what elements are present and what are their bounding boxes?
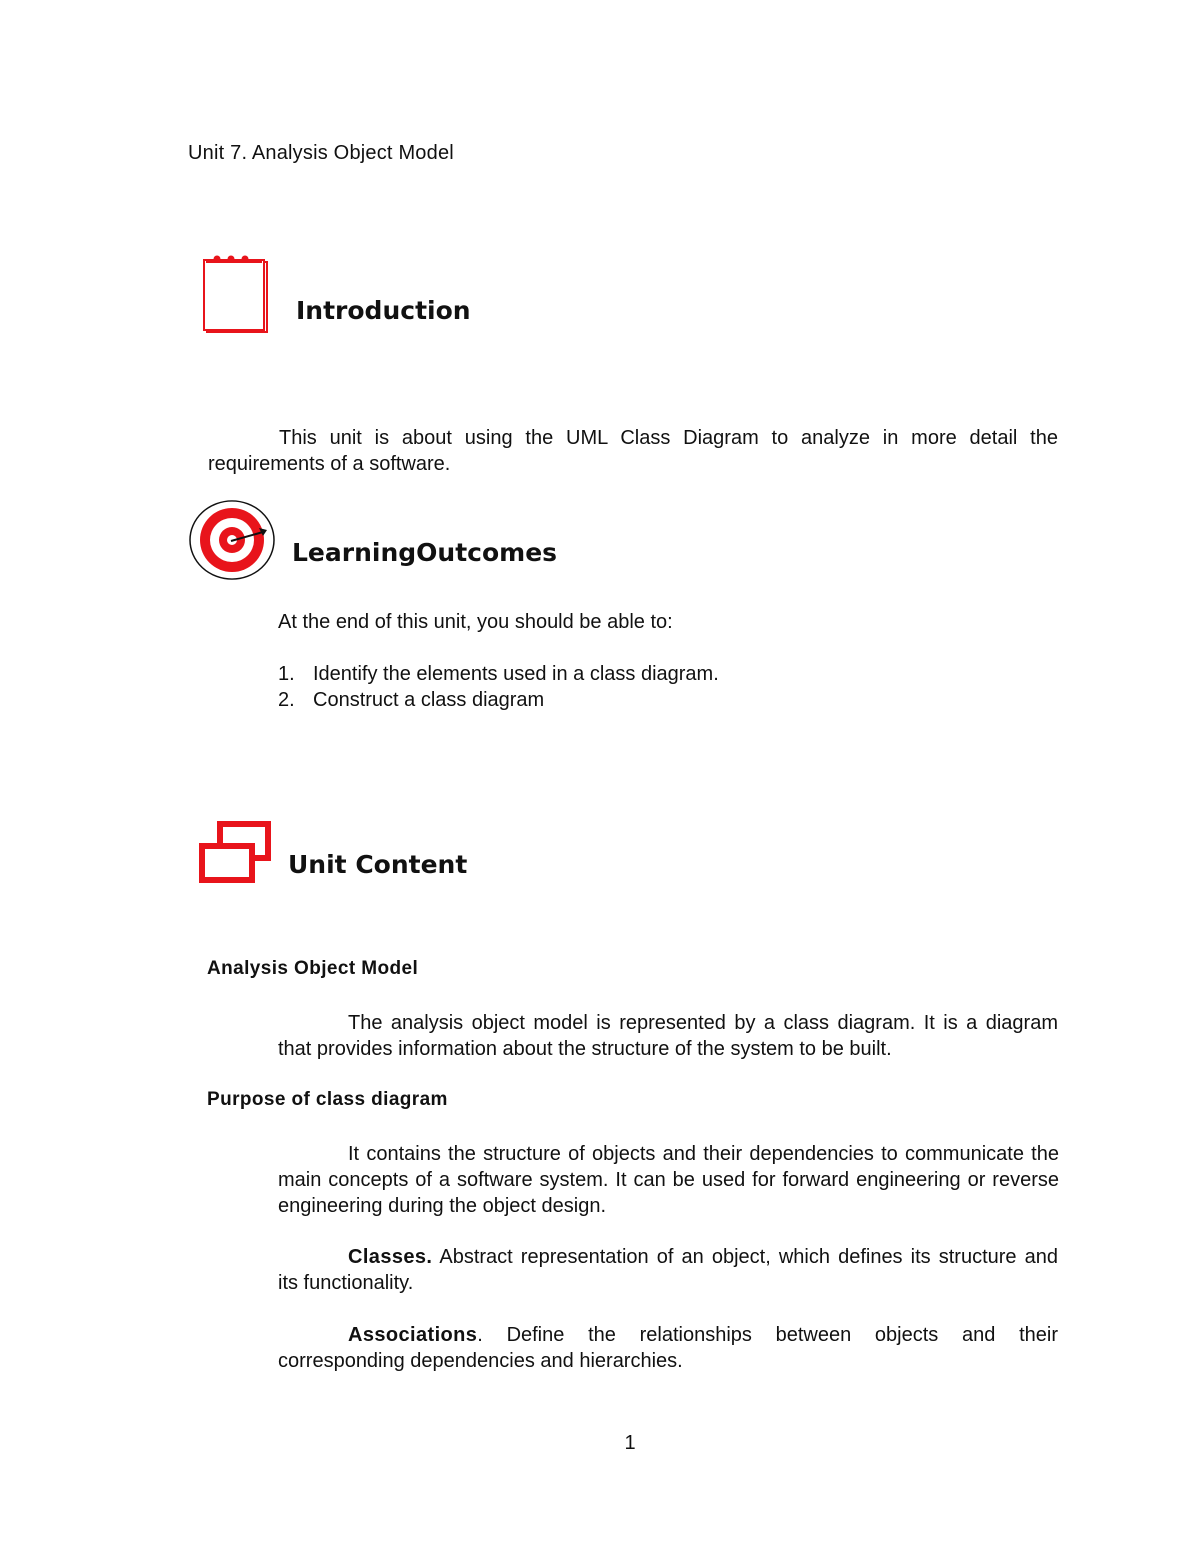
- associations-term: Associations: [348, 1324, 478, 1346]
- unit-content-heading: Unit Content: [288, 850, 468, 879]
- purpose-heading: Purpose of class diagram: [207, 1089, 448, 1110]
- learning-outcomes-lead: At the end of this unit, you should be able to:: [278, 611, 673, 633]
- associations-definition: Associations. Define the relationships between objects and their corresponding dependencies and hierarchies.: [278, 1324, 1058, 1372]
- list-item: 2. Construct a class diagram: [278, 689, 545, 711]
- target-icon: [189, 500, 279, 580]
- analysis-object-model-body: The analysis object model is represented by a class diagram. It is a diagram that provides information about the structure of the system to be built.: [278, 1012, 1058, 1060]
- notepad-icon: [200, 252, 272, 336]
- list-item: 1. Identify the elements used in a class diagram.: [278, 663, 719, 685]
- introduction-body: This unit is about using the UML Class Diagram to analyze in more detail the requirements of a software.: [208, 427, 1058, 475]
- windows-icon: [198, 820, 274, 886]
- purpose-body: It contains the structure of objects and their dependencies to communicate the main concepts of a software system. It can be used for forward engineering or reverse engineering during the object design.: [278, 1143, 1059, 1217]
- classes-definition: Classes. Abstract representation of an object, which defines its structure and its functionality.: [278, 1246, 1058, 1294]
- learning-outcomes-heading: LearningOutcomes: [292, 538, 558, 567]
- classes-term: Classes.: [348, 1246, 433, 1268]
- learning-outcomes-list: [278, 661, 719, 713]
- introduction-heading: Introduction: [296, 296, 471, 325]
- analysis-object-model-heading: Analysis Object Model: [207, 958, 419, 979]
- page-number: 1: [624, 1432, 636, 1454]
- unit-title: Unit 7. Analysis Object Model: [188, 142, 454, 164]
